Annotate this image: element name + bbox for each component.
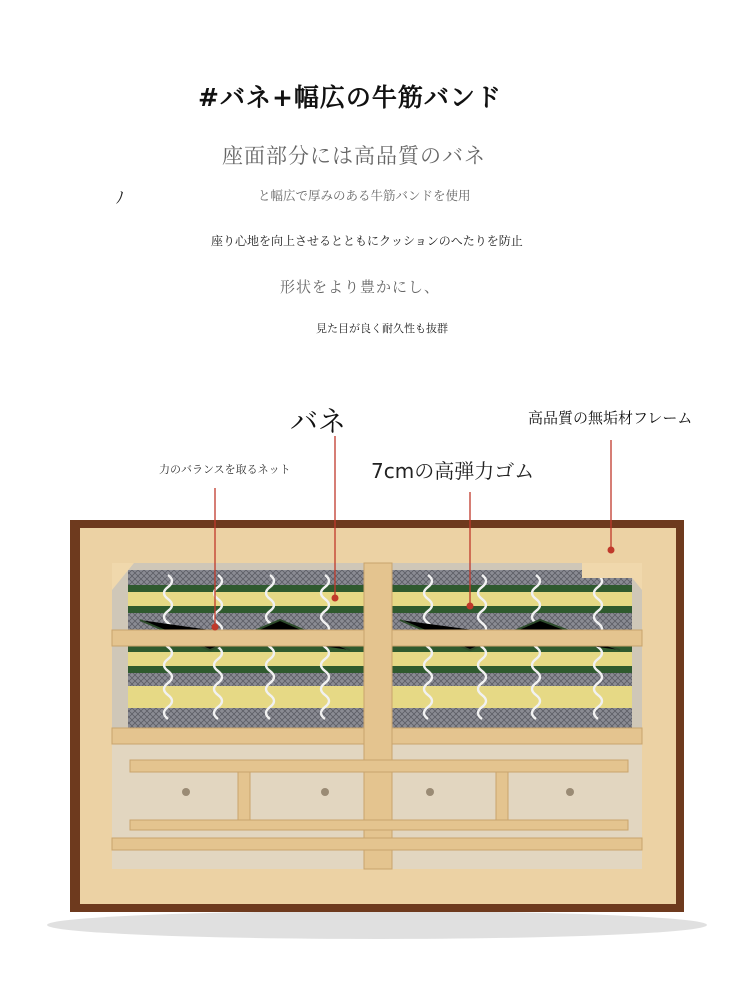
callout-band: 7cmの高弾力ゴム: [371, 459, 535, 483]
description-line-4: 見た目が良く耐久性も抜群: [316, 322, 448, 335]
floor-shadow: [47, 911, 707, 939]
description-line-2: 座り心地を向上させるとともにクッションのへたりを防止: [211, 234, 523, 248]
callout-spring: バネ: [290, 405, 347, 438]
callout-frame: 高品質の無垢材フレーム: [528, 409, 693, 427]
description-line-3: 形状をより豊かにし、: [280, 278, 441, 296]
description-line-1: と幅広で厚みのある牛筋バンドを使用: [258, 188, 471, 203]
seat-panel-right: [392, 570, 632, 728]
headline: #バネ+幅広の牛筋バンド: [198, 83, 502, 112]
subtitle: 座面部分には高品質のバネ: [222, 144, 486, 168]
edge-mark: ﾉ: [116, 188, 125, 207]
callout-net: 力のバランスを取るネット: [159, 463, 291, 476]
